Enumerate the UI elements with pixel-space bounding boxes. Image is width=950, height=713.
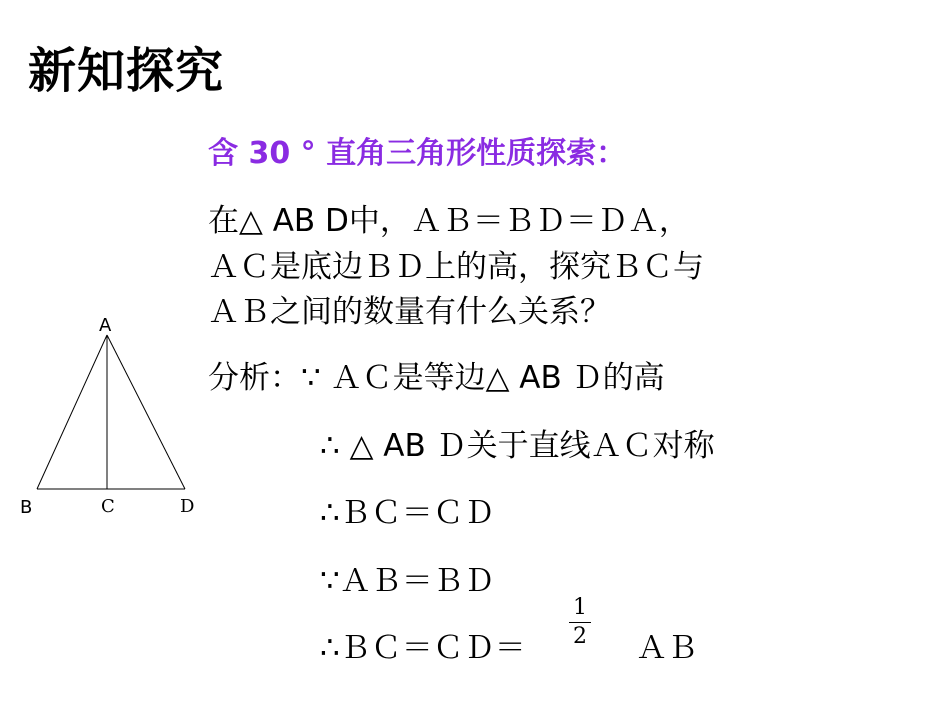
vertex-label-a: A bbox=[99, 315, 112, 336]
analysis-line-5: ∴ＢＣ＝ＣＤ＝ bbox=[320, 630, 526, 666]
vertex-label-d: D bbox=[180, 496, 195, 517]
analysis-line-3: ∴ＢＣ＝ＣＤ bbox=[320, 495, 495, 531]
fraction-denominator: 2 bbox=[573, 624, 587, 649]
analysis-line-2: ∴ △ AB Ｄ关于直线ＡＣ对称 bbox=[320, 428, 715, 464]
page-title: 新知探究 bbox=[28, 43, 225, 99]
fraction-numerator: 1 bbox=[573, 595, 587, 620]
section-subtitle: 含 30 ° 直角三角形性质探索： bbox=[208, 136, 627, 171]
fraction-bar bbox=[569, 622, 591, 623]
analysis-line-1: 分析：∵ ＡＣ是等边△ AB Ｄ的高 bbox=[208, 360, 665, 396]
analysis-line-5-tail: ＡＢ bbox=[636, 630, 698, 666]
triangle-figure bbox=[0, 300, 220, 530]
problem-line-1: 在△ AB D中，ＡＢ＝ＢＤ＝ＤＡ， bbox=[208, 203, 690, 239]
side-ab bbox=[37, 335, 107, 489]
analysis-line-4: ∵ＡＢ＝ＢＤ bbox=[320, 563, 495, 599]
problem-line-2: ＡＣ是底边ＢＤ上的高，探究ＢＣ与 bbox=[208, 249, 704, 285]
problem-line-3: ＡＢ之间的数量有什么关系？ bbox=[208, 294, 611, 330]
side-ad bbox=[107, 335, 185, 489]
vertex-label-c: C bbox=[101, 496, 115, 517]
fraction-one-half bbox=[569, 595, 591, 650]
vertex-label-b: B bbox=[20, 497, 33, 518]
